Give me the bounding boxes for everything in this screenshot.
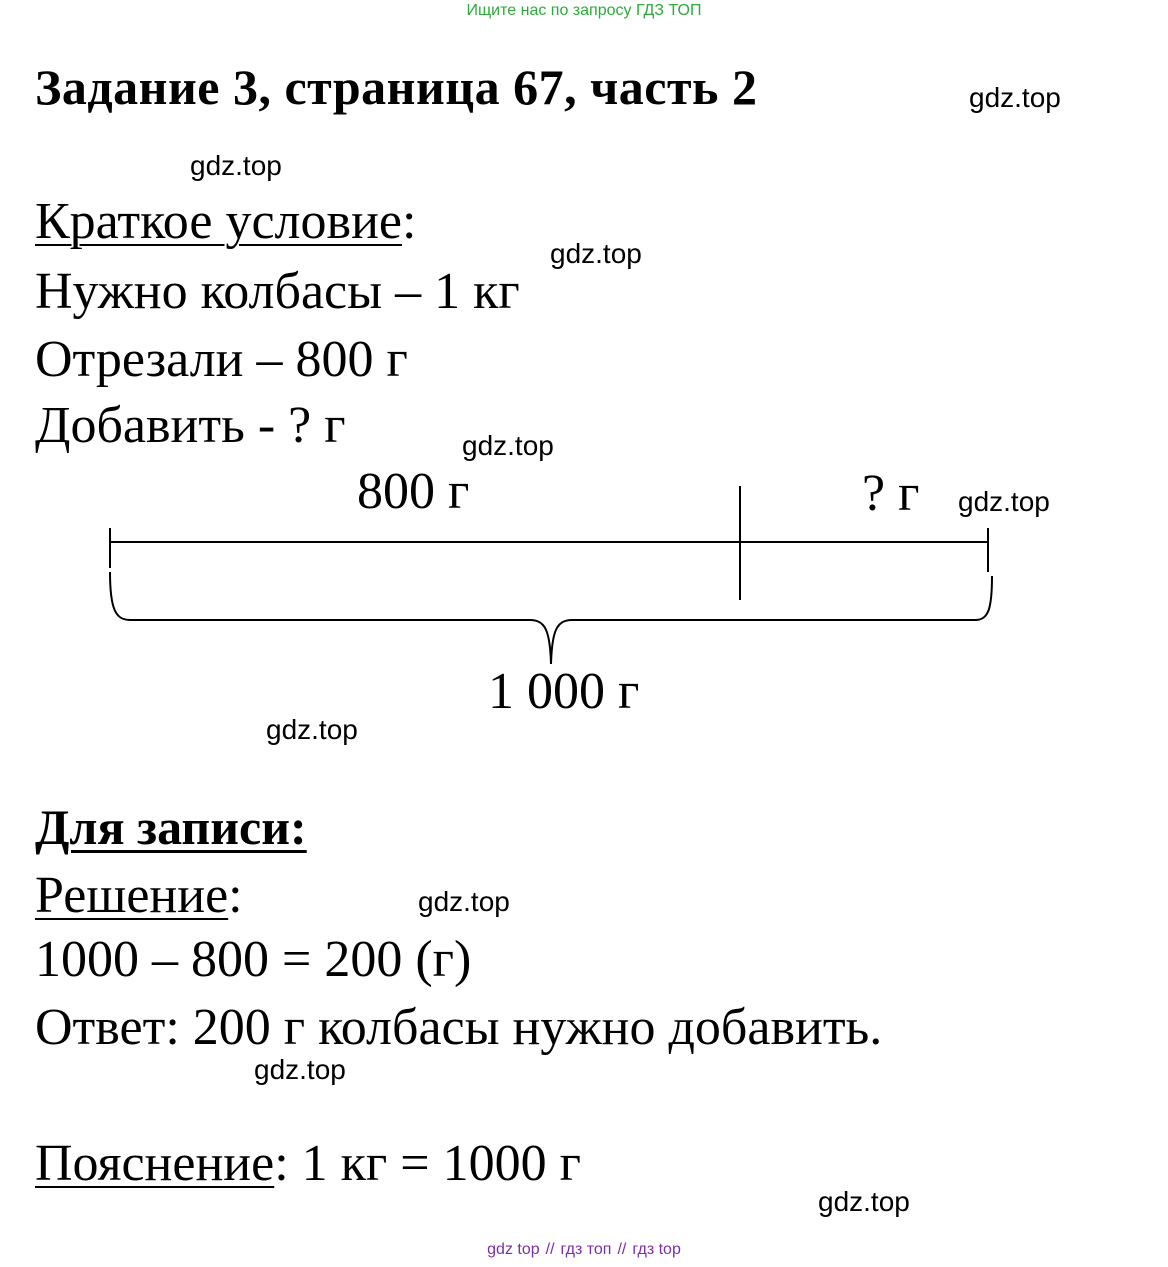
watermark: gdz.top xyxy=(190,150,282,181)
condition-heading: Краткое условие xyxy=(35,193,402,250)
watermark: gdz.top xyxy=(969,82,1061,113)
condition-line-1: Нужно колбасы – 1 кг xyxy=(35,263,520,320)
condition-colon: : xyxy=(401,193,417,250)
page-title: Задание 3, страница 67, часть 2 xyxy=(35,59,758,115)
solution-heading: Решение xyxy=(35,867,229,924)
watermark: gdz.top xyxy=(462,430,554,461)
answer-line: Ответ: 200 г колбасы нужно добавить. xyxy=(35,999,883,1056)
solution-colon: : xyxy=(228,867,243,924)
solution-heading-line xyxy=(35,866,243,925)
footer-links xyxy=(0,1241,1168,1259)
brace xyxy=(110,572,992,664)
footer-link-3[interactable]: гдз top xyxy=(632,1241,681,1258)
condition-line-3: Добавить - ? г xyxy=(35,397,346,454)
footer-separator: // xyxy=(617,1241,627,1258)
footer-link-2[interactable]: гдз топ xyxy=(560,1241,612,1258)
top-banner: Ищите нас по запросу ГДЗ ТОП xyxy=(466,2,702,19)
record-heading: Для записи: xyxy=(35,799,307,855)
watermark: gdz.top xyxy=(254,1054,346,1085)
watermark: gdz.top xyxy=(550,238,642,269)
segment-label-unknown: ? г xyxy=(862,465,920,522)
watermark: gdz.top xyxy=(818,1186,910,1217)
total-label: 1 000 г xyxy=(488,663,640,720)
condition-line-2: Отрезали – 800 г xyxy=(35,331,408,388)
note-heading: Пояснение xyxy=(35,1135,275,1192)
watermark: gdz.top xyxy=(266,714,358,745)
note-line xyxy=(35,1134,581,1193)
watermark: gdz.top xyxy=(958,486,1050,517)
solution-equation: 1000 – 800 = 200 (г) xyxy=(35,931,472,988)
segment-label-800: 800 г xyxy=(357,463,470,520)
footer-separator: // xyxy=(545,1241,555,1258)
note-text: : 1 кг = 1000 г xyxy=(274,1135,581,1192)
footer-link-1[interactable]: gdz top xyxy=(487,1241,540,1258)
watermark: gdz.top xyxy=(418,886,510,917)
